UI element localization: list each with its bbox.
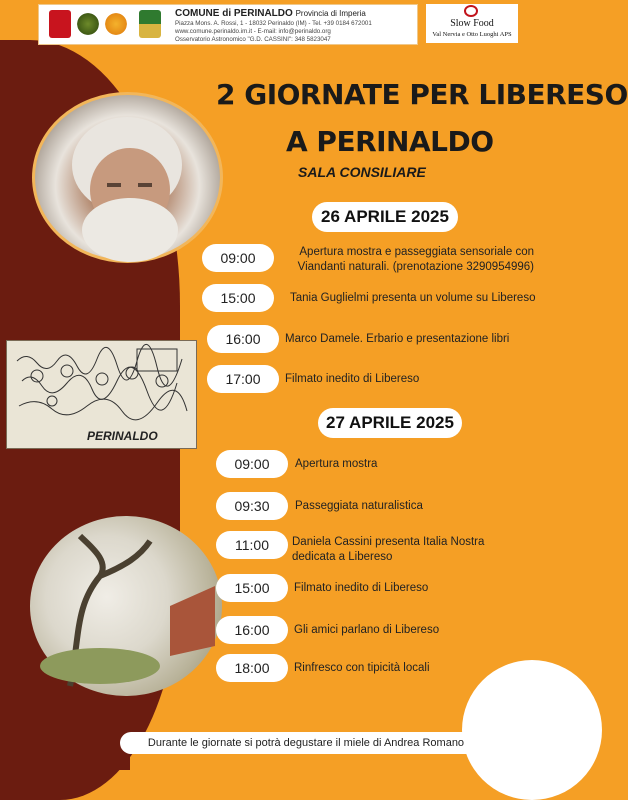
day2-desc-6: Rinfresco con tipicità locali (294, 662, 430, 674)
day1-time-1: 09:00 (202, 244, 274, 272)
star-logo-icon (105, 10, 127, 38)
olive-tree-painting (30, 516, 222, 696)
header-observatory: Osservatorio Astronomico "G.D. CASSINI": 348 5823047 (175, 36, 331, 43)
event-title-line2: A PERINALDO (286, 125, 494, 158)
day2-desc-4: Filmato inedito di Libereso (294, 582, 429, 594)
portrait-photo (32, 92, 223, 263)
day1-desc-2: Tania Guglielmi presenta un volume su Libereso (290, 292, 536, 304)
day2-time-5: 16:00 (216, 616, 288, 644)
background-white-circle (462, 660, 602, 800)
day2-time-4: 15:00 (216, 574, 288, 602)
slow-food-name: Slow Food (450, 18, 494, 29)
logo-1-icon (49, 10, 71, 38)
day1-time-2: 15:00 (202, 284, 274, 312)
header-web: www.comune.perinaldo.im.it - E-mail: info@perinaldo.org (175, 28, 331, 35)
day2-time-2: 09:30 (216, 492, 288, 520)
day1-date: 26 APRILE 2025 (312, 202, 458, 232)
day1-time-4: 17:00 (207, 365, 279, 393)
day2-date: 27 APRILE 2025 (318, 408, 462, 438)
coat-of-arms-icon (139, 10, 161, 38)
sketch-drawing (6, 340, 197, 449)
day2-time-6: 18:00 (216, 654, 288, 682)
olive-logo-icon (77, 10, 99, 38)
municipality-header (38, 4, 418, 45)
slow-food-logo (426, 4, 518, 43)
snail-icon (464, 5, 478, 17)
day1-desc-4: Filmato inedito di Libereso (285, 373, 420, 385)
sketch-caption: PERINALDO (87, 429, 158, 443)
day2-desc-3: Daniela Cassini presenta Italia Nostra dedicata a Libereso (292, 536, 485, 563)
day2-time-3: 11:00 (216, 531, 288, 559)
header-title: COMUNE di PERINALDO Provincia di Imperia (175, 8, 366, 19)
day1-desc-3: Marco Damele. Erbario e presentazione libri (285, 333, 510, 345)
venue-label: SALA CONSILIARE (298, 164, 426, 180)
day1-desc-1: Apertura mostra e passeggiata sensoriale con Viandanti naturali. (prenotazione 3290954996) (297, 246, 534, 273)
header-address: Piazza Mons. A. Rossi, 1 - 18032 Perinaldo (IM) - Tel. +39 0184 672001 (175, 20, 372, 27)
day2-time-1: 09:00 (216, 450, 288, 478)
footer-note: Durante le giornate si potrà degustare il miele di Andrea Romano (120, 732, 492, 754)
slow-food-sub: Val Nervia e Otto Luoghi APS (432, 31, 512, 38)
day2-desc-5: Gli amici parlano di Libereso (294, 624, 440, 636)
day2-desc-1: Apertura mostra (295, 458, 378, 470)
event-title-line1: 2 GIORNATE PER LIBERESO (216, 78, 628, 111)
day1-time-3: 16:00 (207, 325, 279, 353)
day2-desc-2: Passeggiata naturalistica (295, 500, 423, 512)
